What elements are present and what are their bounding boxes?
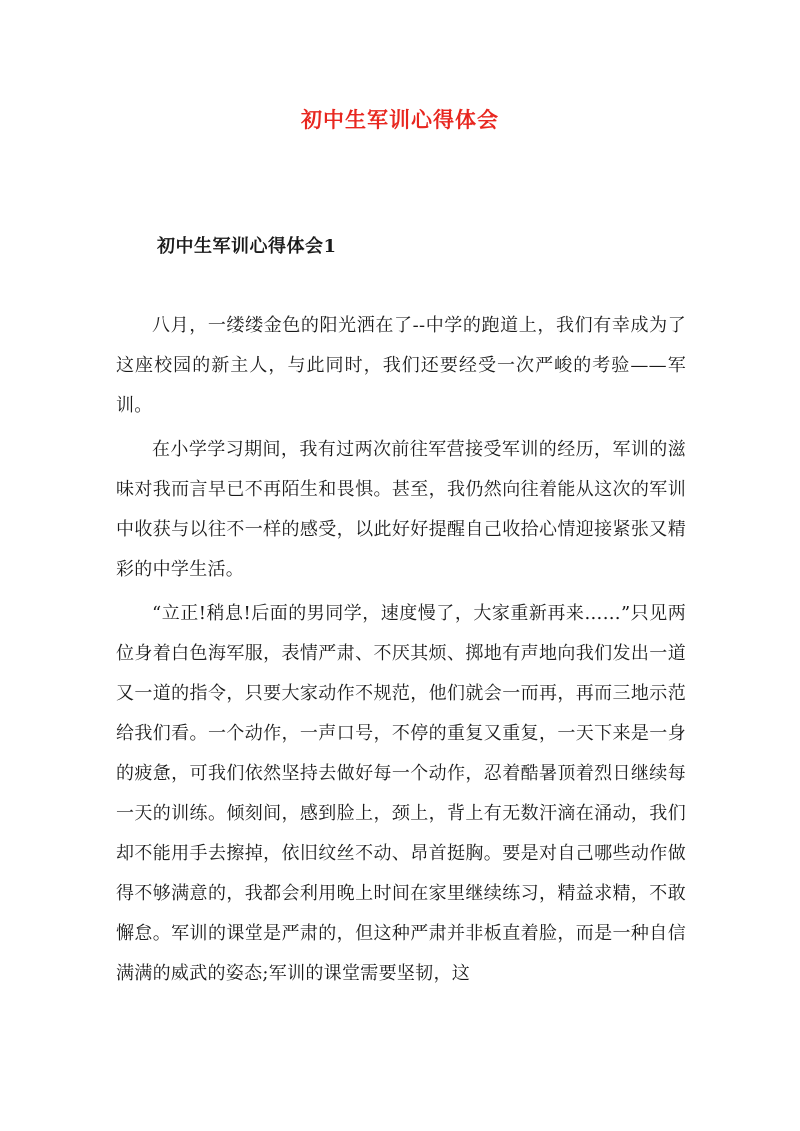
section-heading: 初中生军训心得体会1 [157, 236, 337, 257]
document-body [116, 306, 686, 998]
document-title: 初中生军训心得体会 [301, 107, 499, 132]
paragraph-3: “立正!稍息!后面的男同学，速度慢了，大家重新再来……”只见两位身着白色海军服，表情严肃、不厌其烦、掷地有声地向我们发出一道又一道的指令，只要大家动作不规范，他们就会一而再，再而三地示范给我们看。一个动作，一声口号，不停的重复又重复，一天下来是一身的疲惫，可我们依然坚持去做好每一个动作，忍着酷暑顶着烈日继续每一天的训练。倾刻间，感到脸上，颈上，背上有无数汗滴在涌动，我们却不能用手去擦掉，依旧纹丝不动、昂首挺胸。要是对自己哪些动作做得不够满意的，我都会利用晚上时间在家里继续练习，精益求精，不敢懈怠。军训的课堂是严肃的，但这种严肃并非板直着脸，而是一种自信满满的威武的姿态;军训的课堂需要坚韧，这 [116, 603, 686, 984]
paragraph-1: 八月，一缕缕金色的阳光洒在了--中学的跑道上，我们有幸成为了这座校园的新主人，与此同时，我们还要经受一次严峻的考验——军训。 [116, 315, 686, 416]
paragraph-2: 在小学学习期间，我有过两次前往军营接受军训的经历，军训的滋味对我而言早已不再陌生和畏惧。甚至，我仍然向往着能从这次的军训中收获与以往不一样的感受，以此好好提醒自己收拾心情迎接紧张又精彩的中学生活。 [116, 439, 686, 580]
